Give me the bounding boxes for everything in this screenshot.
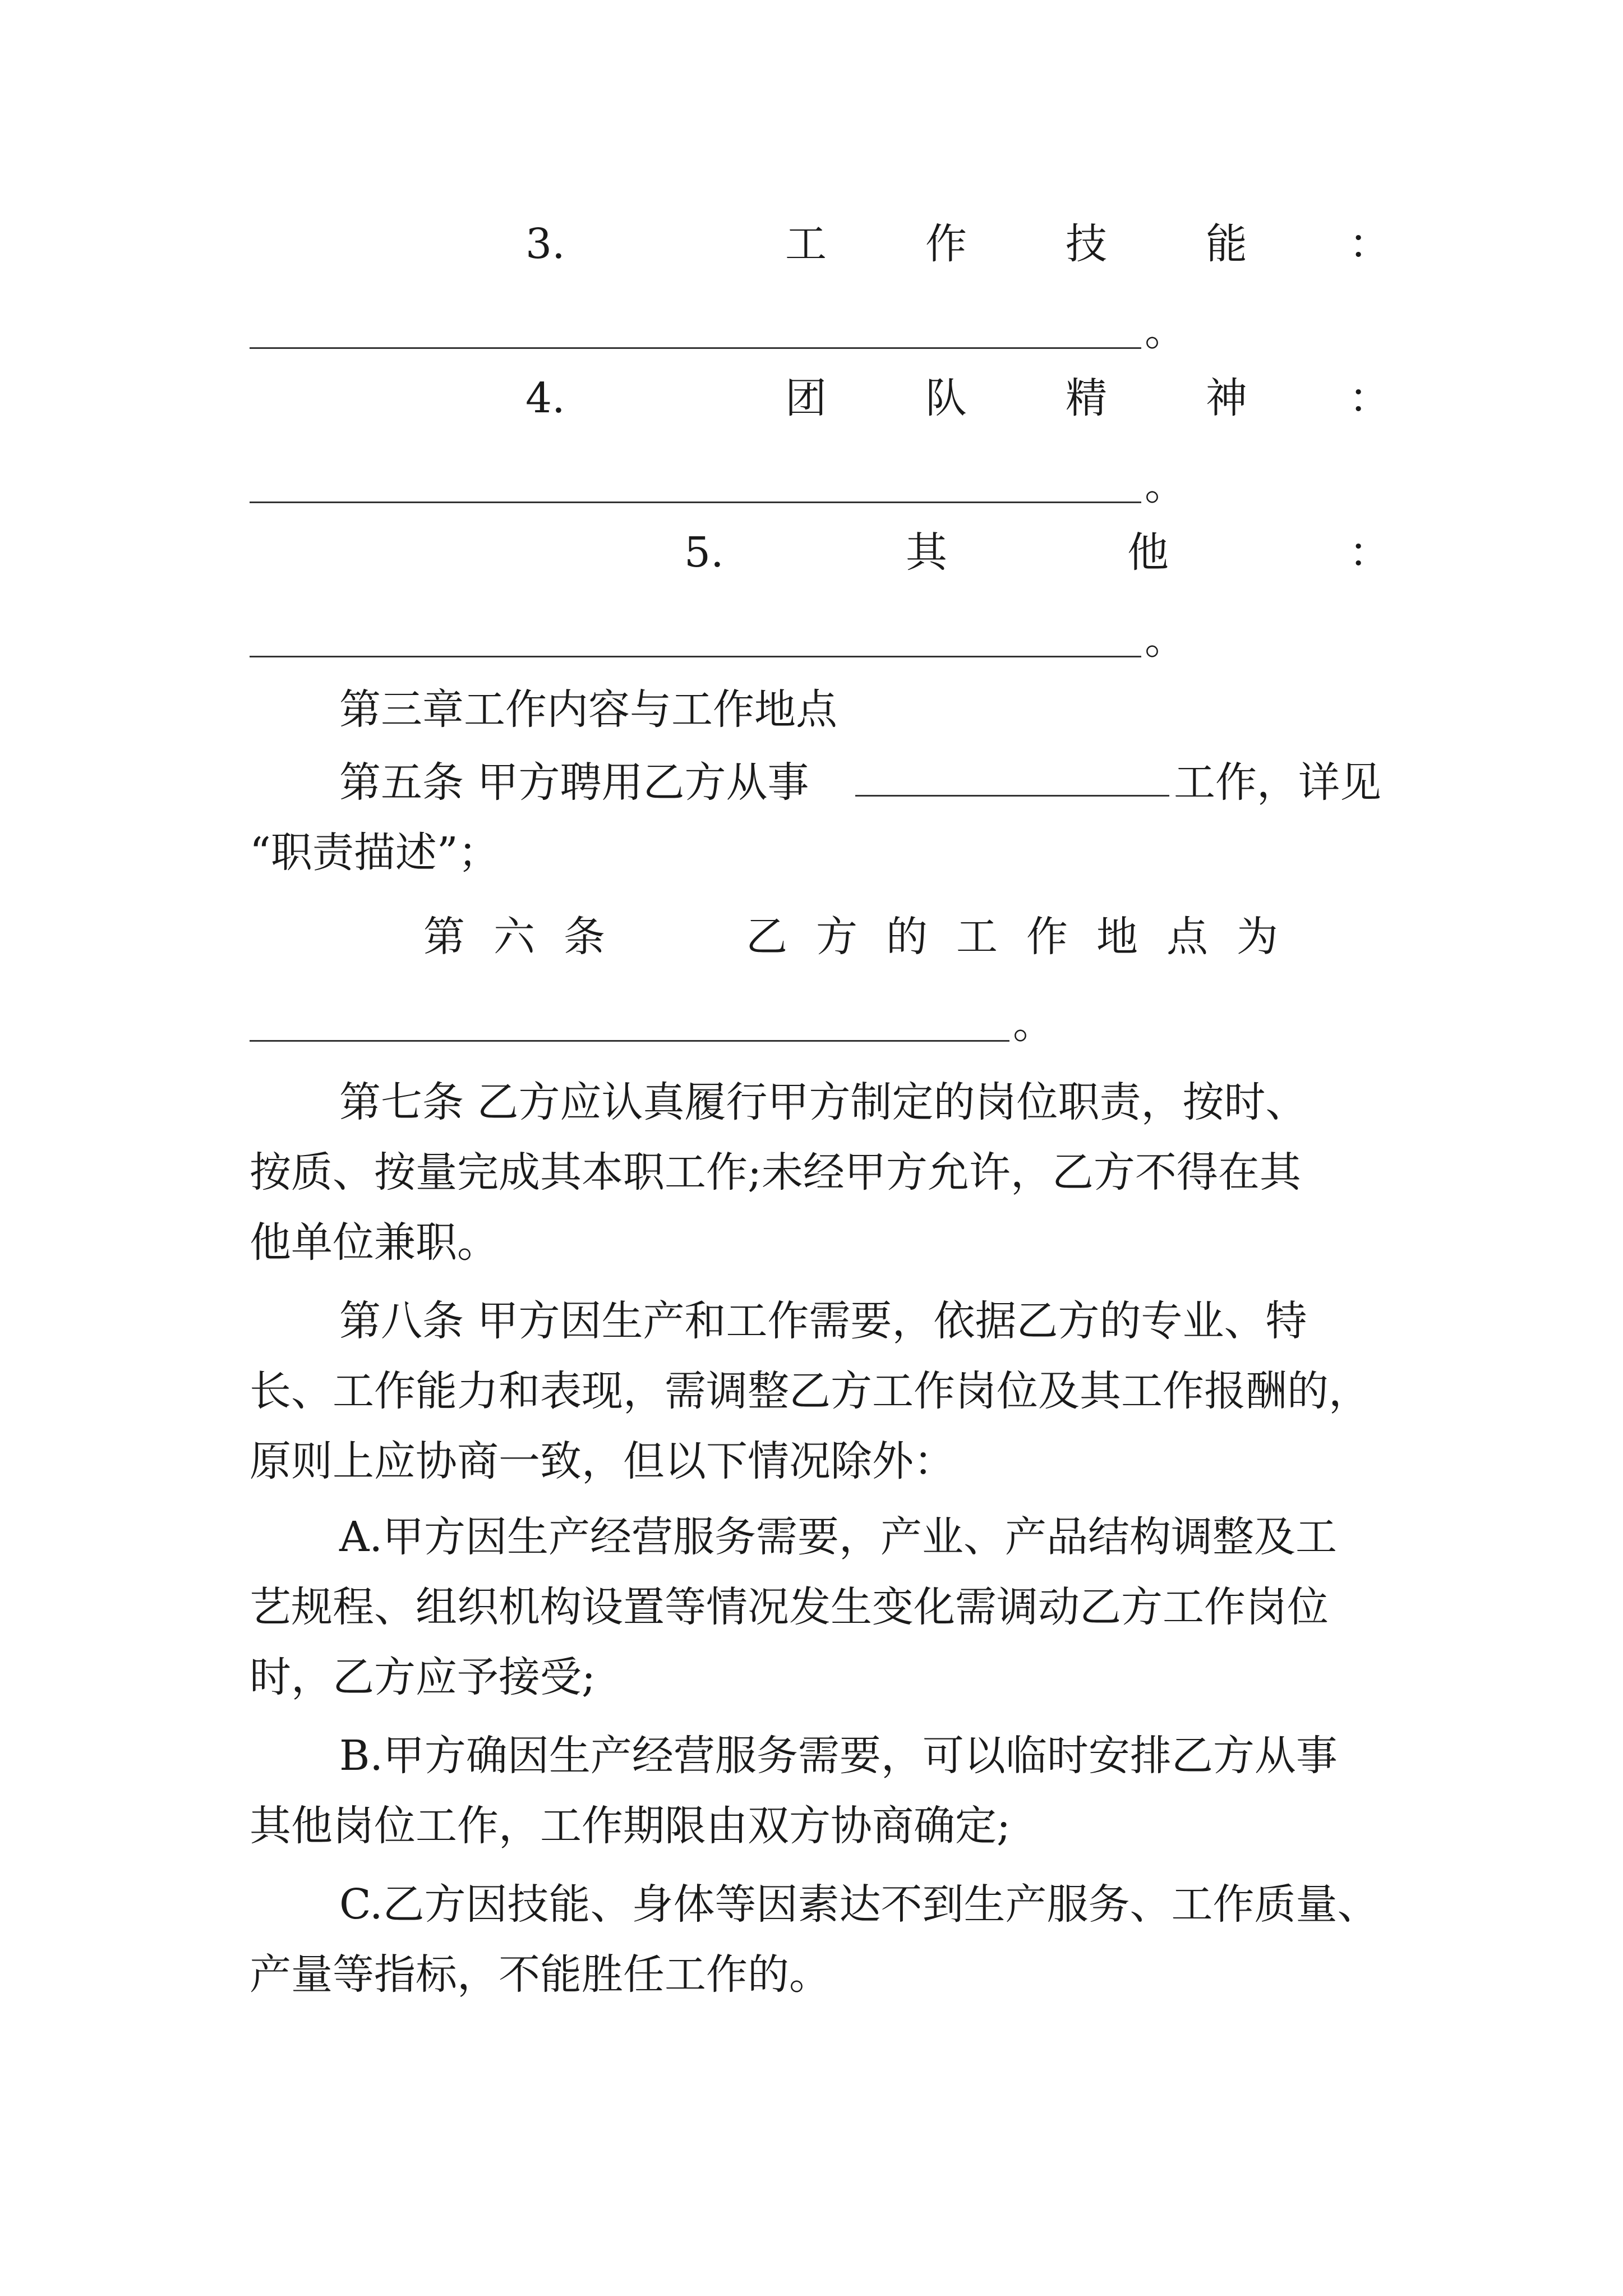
- item-b-line-2: [250, 1798, 1388, 1854]
- item-3-char: 作: [925, 220, 967, 268]
- item-c-text: 产量等指标，不能胜任工作的。: [250, 1950, 831, 1999]
- item-5-colon: ：: [1349, 528, 1390, 577]
- item-4-number: 4.: [525, 374, 565, 422]
- article-5-line-1: [250, 754, 1388, 811]
- item-b-text: 其他岗位工作，工作期限由双方协商确定;: [250, 1802, 1011, 1850]
- item-5-line: [250, 524, 1388, 581]
- article-6-char: 乙: [746, 913, 787, 961]
- article-6-char: 条: [564, 913, 605, 961]
- article-6-char: 第: [423, 913, 465, 961]
- item-a-line-3: [250, 1649, 1388, 1705]
- article-8-text: 原则上应协商一致，但以下情况除外：: [250, 1437, 955, 1485]
- item-a-text: A.甲方因生产经营服务需要，产业、产品结构调整及工: [339, 1513, 1337, 1561]
- item-a-text: 艺规程、组织机构设置等情况发生变化需调动乙方工作岗位: [250, 1583, 1329, 1631]
- article-6-char: 为: [1237, 913, 1278, 961]
- item-b-line-1: [250, 1728, 1388, 1784]
- article-6-char: 方: [816, 913, 857, 961]
- article-8-line-2: [250, 1363, 1388, 1419]
- item-3-char: 能: [1206, 220, 1247, 268]
- item-c-line-2: [250, 1947, 1388, 2003]
- item-a-line-2: [250, 1579, 1388, 1635]
- item-3-char: 工: [785, 220, 827, 268]
- item-4-char: 团: [785, 374, 827, 422]
- item-4-line: [250, 370, 1388, 426]
- item-4-blank-row: [250, 457, 1186, 513]
- item-a-text: 时，乙方应予接受;: [250, 1653, 596, 1701]
- item-4-fill-blank[interactable]: [250, 468, 1141, 503]
- item-3-char: 技: [1066, 220, 1107, 268]
- article-5-text-b: 工作，详见: [1174, 758, 1381, 807]
- article-5-job-blank[interactable]: [855, 754, 1169, 811]
- article-6-line: [250, 909, 1388, 965]
- article-7-text: 他单位兼职。: [250, 1218, 499, 1267]
- item-5-period: 。: [1145, 615, 1186, 664]
- article-5-text-c: “职责描述”；: [250, 829, 500, 877]
- article-8-text: 长、工作能力和表现，需调整乙方工作岗位及其工作报酬的，: [250, 1367, 1370, 1415]
- article-6-char: 的: [886, 913, 928, 961]
- item-c-line-1: [250, 1876, 1388, 1932]
- article-6-char: 地: [1096, 913, 1138, 961]
- item-4-char: 神: [1206, 374, 1247, 422]
- chapter-3-heading: [250, 682, 1388, 738]
- item-5-char: 他: [1127, 528, 1169, 577]
- article-7-line-1: [250, 1074, 1388, 1130]
- article-7-line-2: [250, 1144, 1388, 1200]
- article-8-line-1: [250, 1293, 1388, 1349]
- item-3-colon: ：: [1349, 220, 1390, 268]
- article-5-line-2: [250, 825, 1388, 881]
- item-4-char: 精: [1066, 374, 1107, 422]
- item-5-char: 其: [906, 528, 947, 577]
- item-5-blank-row: [250, 611, 1186, 668]
- article-6-char: 作: [1026, 913, 1068, 961]
- item-5-number: 5.: [684, 528, 724, 577]
- item-4-colon: ：: [1349, 374, 1390, 422]
- article-6-char: 工: [956, 913, 998, 961]
- item-3-period: 。: [1145, 307, 1186, 355]
- article-6-location-blank[interactable]: [250, 1006, 1009, 1042]
- item-b-text: B.甲方确因生产经营服务需要，可以临时安排乙方从事: [339, 1732, 1338, 1780]
- chapter-3-title: 第三章工作内容与工作地点: [339, 685, 837, 734]
- item-3-number: 3.: [525, 220, 565, 268]
- article-7-text: 第七条 乙方应认真履行甲方制定的岗位职责，按时、: [339, 1078, 1307, 1126]
- article-6-char: 点: [1166, 913, 1208, 961]
- item-c-text: C.乙方因技能、身体等因素达不到生产服务、工作质量、: [339, 1880, 1379, 1929]
- article-6-blank-row: [250, 996, 1054, 1052]
- article-5-text-a: 第五条 甲方聘用乙方从事: [339, 758, 809, 807]
- article-8-line-3: [250, 1433, 1388, 1489]
- article-7-line-3: [250, 1214, 1388, 1271]
- item-3-blank-row: [250, 303, 1186, 359]
- item-4-char: 队: [925, 374, 967, 422]
- article-7-text: 按质、按量完成其本职工作;未经甲方允许，乙方不得在其: [250, 1148, 1301, 1197]
- item-5-fill-blank[interactable]: [250, 622, 1141, 657]
- item-3-fill-blank[interactable]: [250, 314, 1141, 349]
- item-a-line-1: [250, 1509, 1388, 1565]
- article-6-period: 。: [1013, 1000, 1054, 1048]
- item-3-line: [250, 216, 1388, 272]
- article-6-char: 六: [494, 913, 535, 961]
- item-4-period: 。: [1145, 461, 1186, 509]
- article-8-text: 第八条 甲方因生产和工作需要，依据乙方的专业、特: [339, 1297, 1307, 1345]
